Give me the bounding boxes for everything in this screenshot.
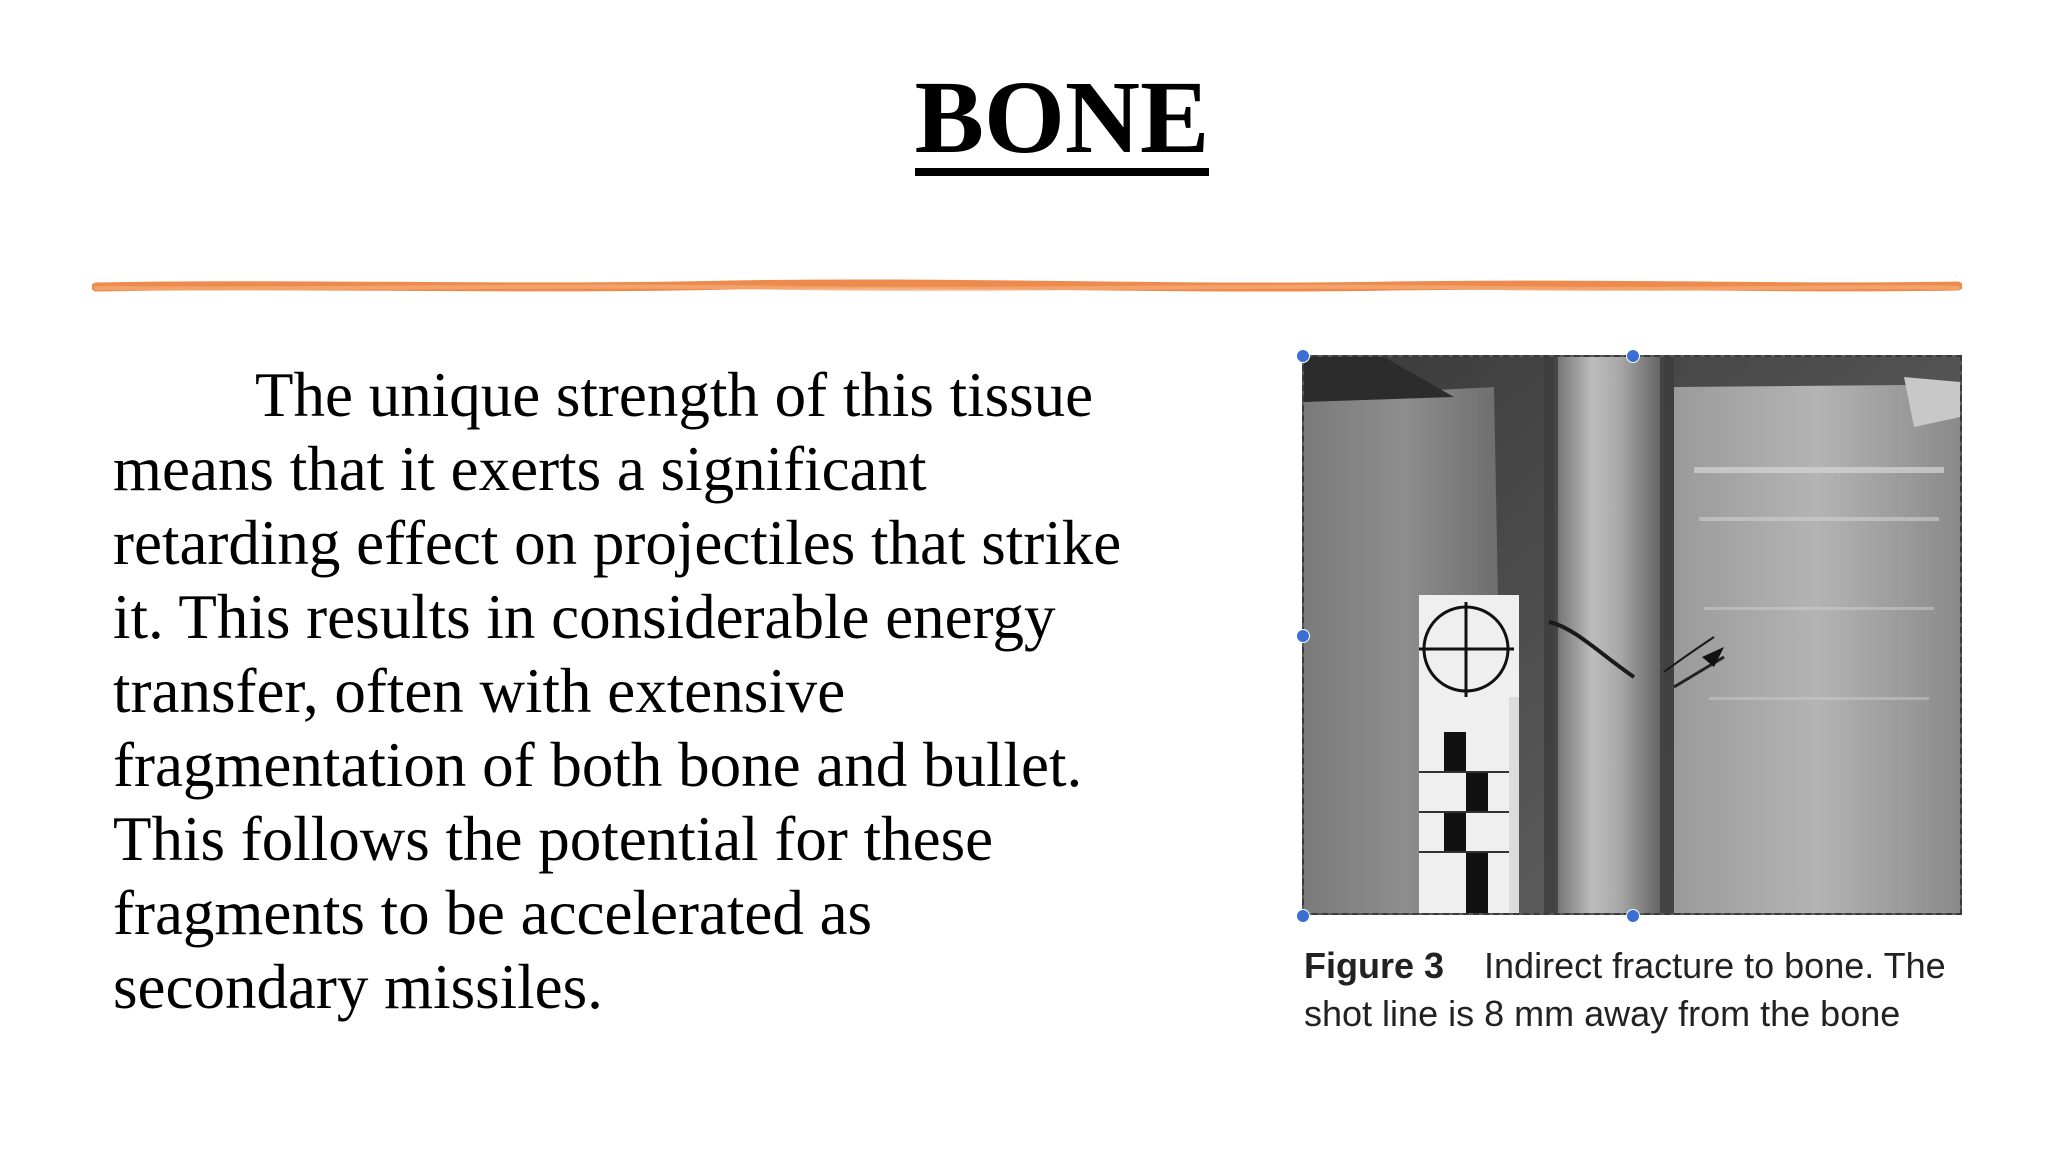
body-line: means that it exerts a significant [113,434,927,504]
bone-fracture-illustration [1304,357,1960,913]
caption-line-1 [1304,942,1964,990]
resize-handle-top-middle[interactable] [1626,349,1640,363]
title-divider-line [92,272,1962,302]
body-line: The unique strength of this tissue [255,360,1094,430]
resize-handle-bottom-middle[interactable] [1626,909,1640,923]
figure-caption [1304,942,1964,1038]
body-line: transfer, often with extensive [113,656,846,726]
body-paragraph [113,358,1243,1024]
body-line: This follows the potential for these [113,804,994,874]
body-line: secondary missiles. [113,952,603,1022]
body-line: retarding effect on projectiles that strike [113,508,1122,578]
bone-fracture-photo[interactable] [1302,355,1962,915]
body-line: fragments to be accelerated as [113,878,873,948]
caption-text-1: Indirect fracture to bone. The [1484,945,1946,986]
body-line: fragmentation of both bone and bullet. [113,730,1083,800]
slide-title [0,58,2048,178]
caption-line-2: shot line is 8 mm away from the bone [1304,993,1901,1034]
figure-container[interactable] [1302,355,1962,915]
resize-handle-middle-left[interactable] [1296,629,1310,643]
slide-title-text: BONE [914,60,1210,175]
body-line: it. This results in considerable energy [113,582,1056,652]
resize-handle-bottom-left[interactable] [1296,909,1310,923]
figure-label: Figure 3 [1304,945,1445,986]
resize-handle-top-left[interactable] [1296,349,1310,363]
